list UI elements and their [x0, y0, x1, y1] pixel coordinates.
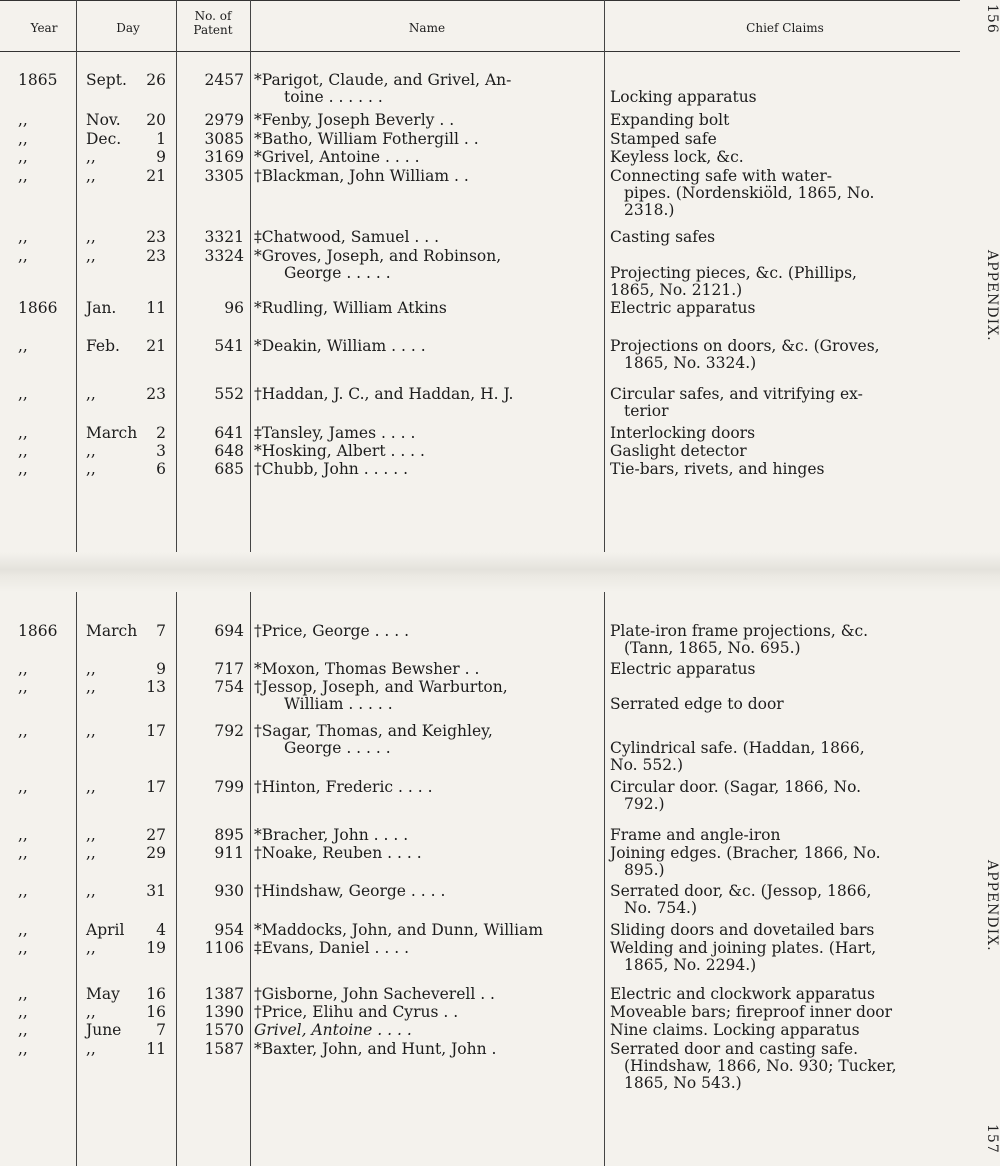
- row-patent-number: 648: [214, 442, 244, 460]
- row-day: [82, 940, 174, 956]
- row-day: [82, 300, 174, 316]
- row-claims-line: No. 754.): [624, 899, 698, 917]
- row-claims-line: Electric apparatus: [610, 299, 756, 317]
- row-day: [82, 248, 174, 264]
- row-day-number: 21: [146, 337, 166, 355]
- row-name-line: *Hosking, Albert . . . .: [254, 442, 425, 460]
- row-claims-line: terior: [624, 402, 669, 420]
- column-divider: [76, 592, 77, 1166]
- row-claims-line: Cylindrical safe. (Haddan, 1866,: [610, 739, 865, 757]
- row-day-number: 23: [146, 385, 166, 403]
- header-name: Name: [408, 21, 446, 35]
- row-year: ,,: [18, 1040, 28, 1058]
- row-day: [82, 461, 174, 477]
- row-month: ,,: [86, 660, 96, 678]
- row-patent-number: 1570: [204, 1021, 244, 1039]
- row-day: [82, 1004, 174, 1020]
- row-patent-number: 96: [224, 299, 244, 317]
- row-patent-number: 2979: [204, 111, 244, 129]
- row-claims-line: 792.): [624, 795, 665, 813]
- row-name-line: †Jessop, Joseph, and Warburton,: [254, 678, 508, 696]
- page-number-top: 156: [984, 4, 1000, 34]
- row-day-number: 31: [146, 882, 166, 900]
- row-claims-line: Expanding bolt: [610, 111, 730, 129]
- row-patent-number: 1387: [204, 985, 244, 1003]
- row-month: ,,: [86, 939, 96, 957]
- row-patent-number: 930: [214, 882, 244, 900]
- row-day: [82, 1022, 174, 1038]
- row-claims-line: Welding and joining plates. (Hart,: [610, 939, 877, 957]
- row-month: May: [86, 985, 120, 1003]
- row-day-number: 16: [146, 985, 166, 1003]
- row-day: [82, 112, 174, 128]
- row-claims-line: Circular safes, and vitrifying ex-: [610, 385, 863, 403]
- row-patent-number: 694: [214, 622, 244, 640]
- page-gap: [0, 552, 1000, 592]
- row-patent-number: 911: [214, 844, 244, 862]
- row-name-line: †Haddan, J. C., and Haddan, H. J.: [254, 385, 514, 403]
- row-day: [82, 723, 174, 739]
- row-day: [82, 986, 174, 1002]
- row-patent-number: 754: [214, 678, 244, 696]
- row-claims-line: Circular door. (Sagar, 1866, No.: [610, 778, 862, 796]
- row-day-number: 21: [146, 167, 166, 185]
- row-year: 1866: [18, 299, 58, 317]
- row-name-line: George . . . . .: [284, 264, 391, 282]
- row-day-number: 11: [146, 1040, 166, 1058]
- top-page: [0, 0, 960, 552]
- row-claims-line: Serrated door and casting safe.: [610, 1040, 859, 1058]
- running-head-top: APPENDIX.: [984, 250, 1000, 342]
- row-day-number: 9: [156, 148, 166, 166]
- bottom-page: [0, 592, 960, 1166]
- row-patent-number: 641: [214, 424, 244, 442]
- row-claims-line: (Hindshaw, 1866, No. 930; Tucker,: [624, 1057, 897, 1075]
- row-name-line: *Bracher, John . . . .: [254, 826, 409, 844]
- row-patent-number: 685: [214, 460, 244, 478]
- row-name-line: *Batho, William Fothergill . .: [254, 130, 479, 148]
- row-day-number: 1: [156, 130, 166, 148]
- row-name-line: ‡Tansley, James . . . .: [254, 424, 416, 442]
- row-claims-line: Tie-bars, rivets, and hinges: [610, 460, 825, 478]
- row-patent-number: 541: [214, 337, 244, 355]
- row-patent-number: 895: [214, 826, 244, 844]
- row-name-line: †Price, Elihu and Cyrus . .: [254, 1003, 459, 1021]
- header-year: Year: [30, 21, 58, 35]
- row-month: ,,: [86, 247, 96, 265]
- row-month: ,,: [86, 882, 96, 900]
- row-year: ,,: [18, 424, 28, 442]
- row-claims-line: Nine claims. Locking apparatus: [610, 1021, 860, 1039]
- row-claims-line: Plate-iron frame projections, &c.: [610, 622, 869, 640]
- row-claims-line: No. 552.): [610, 756, 684, 774]
- row-claims-line: Electric and clockwork apparatus: [610, 985, 875, 1003]
- row-year: ,,: [18, 385, 28, 403]
- row-year: ,,: [18, 722, 28, 740]
- row-patent-number: 3169: [204, 148, 244, 166]
- row-claims-line: Gaslight detector: [610, 442, 747, 460]
- row-name-line: *Baxter, John, and Hunt, John .: [254, 1040, 497, 1058]
- row-patent-number: 552: [214, 385, 244, 403]
- row-name-line: †Price, George . . . .: [254, 622, 410, 640]
- row-month: June: [86, 1021, 122, 1039]
- row-claims-line: Keyless lock, &c.: [610, 148, 744, 166]
- header-day: Day: [116, 21, 140, 35]
- row-claims-line: 1865, No 543.): [624, 1074, 742, 1092]
- row-claims-line: Stamped safe: [610, 130, 717, 148]
- row-patent-number: 3321: [204, 228, 244, 246]
- row-name-line: †Hinton, Frederic . . . .: [254, 778, 433, 796]
- row-day-number: 20: [146, 111, 166, 129]
- row-patent-number: 3324: [204, 247, 244, 265]
- running-head-bottom: APPENDIX.: [984, 860, 1000, 952]
- row-patent-number: 3305: [204, 167, 244, 185]
- row-day-number: 19: [146, 939, 166, 957]
- row-day: [82, 149, 174, 165]
- row-month: ,,: [86, 826, 96, 844]
- row-year: ,,: [18, 844, 28, 862]
- row-day: [82, 1041, 174, 1057]
- row-year: ,,: [18, 247, 28, 265]
- row-patent-number: 3085: [204, 130, 244, 148]
- row-year: ,,: [18, 111, 28, 129]
- row-claims-line: Moveable bars; fireproof inner door: [610, 1003, 893, 1021]
- row-name-line: ‡Chatwood, Samuel . . .: [254, 228, 440, 246]
- row-patent-number: 792: [214, 722, 244, 740]
- row-name-line: †Sagar, Thomas, and Keighley,: [254, 722, 493, 740]
- row-month: ,,: [86, 778, 96, 796]
- header-claims: Chief Claims: [746, 21, 824, 35]
- row-name-line: *Maddocks, John, and Dunn, William: [254, 921, 544, 939]
- row-name-line: †Chubb, John . . . . .: [254, 460, 409, 478]
- row-day-number: 26: [146, 71, 166, 89]
- row-claims-line: Casting safes: [610, 228, 716, 246]
- row-day: [82, 679, 174, 695]
- row-day: [82, 661, 174, 677]
- row-name-line: †Gisborne, John Sacheverell . .: [254, 985, 495, 1003]
- row-year: ,,: [18, 939, 28, 957]
- row-year: ,,: [18, 167, 28, 185]
- row-day: [82, 229, 174, 245]
- row-year: ,,: [18, 660, 28, 678]
- row-day: [82, 845, 174, 861]
- row-day-number: 2: [156, 424, 166, 442]
- row-patent-number: 1390: [204, 1003, 244, 1021]
- row-day: [82, 827, 174, 843]
- row-month: Dec.: [86, 130, 122, 148]
- row-day-number: 17: [146, 778, 166, 796]
- row-claims-line: Serrated door, &c. (Jessop, 1866,: [610, 882, 872, 900]
- row-year: ,,: [18, 130, 28, 148]
- column-divider: [604, 592, 605, 1166]
- row-day-number: 7: [156, 1021, 166, 1039]
- row-year: ,,: [18, 678, 28, 696]
- row-claims-line: Projecting pieces, &c. (Phillips,: [610, 264, 857, 282]
- row-patent-number: 954: [214, 921, 244, 939]
- row-day: [82, 338, 174, 354]
- row-year: ,,: [18, 148, 28, 166]
- row-month: Sept.: [86, 71, 127, 89]
- row-day-number: 11: [146, 299, 166, 317]
- row-name-line: †Blackman, John William . .: [254, 167, 469, 185]
- row-claims-line: 1865, No. 3324.): [624, 354, 757, 372]
- row-day: [82, 72, 174, 88]
- row-claims-line: Projections on doors, &c. (Groves,: [610, 337, 880, 355]
- row-year: ,,: [18, 778, 28, 796]
- row-month: Nov.: [86, 111, 121, 129]
- row-month: ,,: [86, 1040, 96, 1058]
- row-name-line: ‡Evans, Daniel . . . .: [254, 939, 410, 957]
- row-year: ,,: [18, 228, 28, 246]
- row-month: ,,: [86, 442, 96, 460]
- row-day-number: 13: [146, 678, 166, 696]
- page-number-bottom: 157: [984, 1124, 1000, 1154]
- column-divider: [176, 0, 177, 552]
- row-name-line: George . . . . .: [284, 739, 391, 757]
- row-patent-number: 717: [214, 660, 244, 678]
- row-name-line: *Moxon, Thomas Bewsher . .: [254, 660, 480, 678]
- row-month: ,,: [86, 385, 96, 403]
- row-name-line: *Deakin, William . . . .: [254, 337, 426, 355]
- row-claims-line: (Tann, 1865, No. 695.): [624, 639, 801, 657]
- row-day: [82, 386, 174, 402]
- row-claims-line: Sliding doors and dovetailed bars: [610, 921, 875, 939]
- row-month: ,,: [86, 228, 96, 246]
- row-day-number: 27: [146, 826, 166, 844]
- row-day-number: 23: [146, 228, 166, 246]
- row-name-line: William . . . . .: [284, 695, 393, 713]
- row-year: ,,: [18, 1003, 28, 1021]
- row-day: [82, 883, 174, 899]
- row-month: ,,: [86, 678, 96, 696]
- row-claims-line: 895.): [624, 861, 665, 879]
- row-year: 1866: [18, 622, 58, 640]
- row-claims-line: Locking apparatus: [610, 88, 757, 106]
- row-day-number: 16: [146, 1003, 166, 1021]
- row-month: ,,: [86, 167, 96, 185]
- row-claims-line: 1865, No. 2121.): [610, 281, 743, 299]
- row-patent-number: 1106: [204, 939, 244, 957]
- header-patent-line2: Patent: [193, 23, 233, 37]
- row-day-number: 9: [156, 660, 166, 678]
- header-patent-line1: No. of: [194, 9, 232, 23]
- row-year: ,,: [18, 882, 28, 900]
- row-month: ,,: [86, 844, 96, 862]
- column-divider: [250, 0, 251, 552]
- row-day-number: 6: [156, 460, 166, 478]
- header-rule: [0, 51, 960, 52]
- row-year: ,,: [18, 921, 28, 939]
- row-month: ,,: [86, 148, 96, 166]
- row-day: [82, 131, 174, 147]
- row-patent-number: 799: [214, 778, 244, 796]
- row-claims-line: 2318.): [624, 201, 675, 219]
- row-claims-line: Connecting safe with water-: [610, 167, 832, 185]
- row-name-line: Grivel, Antoine . . . .: [254, 1021, 412, 1039]
- row-year: ,,: [18, 460, 28, 478]
- row-day-number: 7: [156, 622, 166, 640]
- row-claims-line: Interlocking doors: [610, 424, 756, 442]
- row-name-line: toine . . . . . .: [284, 88, 383, 106]
- column-divider: [76, 0, 77, 552]
- row-name-line: *Groves, Joseph, and Robinson,: [254, 247, 502, 265]
- row-year: 1865: [18, 71, 58, 89]
- row-day-number: 29: [146, 844, 166, 862]
- row-claims-line: Frame and angle-iron: [610, 826, 781, 844]
- row-year: ,,: [18, 442, 28, 460]
- row-name-line: *Rudling, William Atkins: [254, 299, 447, 317]
- row-day: [82, 623, 174, 639]
- column-divider: [176, 592, 177, 1166]
- row-patent-number: 1587: [204, 1040, 244, 1058]
- row-month: ,,: [86, 460, 96, 478]
- row-year: ,,: [18, 337, 28, 355]
- row-day: [82, 425, 174, 441]
- row-claims-line: Serrated edge to door: [610, 695, 784, 713]
- row-year: ,,: [18, 826, 28, 844]
- row-month: Feb.: [86, 337, 120, 355]
- row-claims-line: Electric apparatus: [610, 660, 756, 678]
- row-patent-number: 2457: [204, 71, 244, 89]
- row-day-number: 4: [156, 921, 166, 939]
- row-day: [82, 922, 174, 938]
- row-claims-line: pipes. (Nordenskiöld, 1865, No.: [624, 184, 875, 202]
- row-year: ,,: [18, 985, 28, 1003]
- row-day-number: 23: [146, 247, 166, 265]
- row-month: ,,: [86, 1003, 96, 1021]
- row-month: March: [86, 424, 138, 442]
- row-month: April: [86, 921, 125, 939]
- row-claims-line: 1865, No. 2294.): [624, 956, 757, 974]
- row-name-line: *Parigot, Claude, and Grivel, An-: [254, 71, 512, 89]
- column-divider: [250, 592, 251, 1166]
- row-name-line: *Grivel, Antoine . . . .: [254, 148, 420, 166]
- table-top-rule: [0, 0, 960, 1]
- row-month: Jan.: [86, 299, 117, 317]
- row-day-number: 3: [156, 442, 166, 460]
- row-day: [82, 168, 174, 184]
- row-day: [82, 779, 174, 795]
- row-year: ,,: [18, 1021, 28, 1039]
- row-claims-line: Joining edges. (Bracher, 1866, No.: [610, 844, 881, 862]
- row-day: [82, 443, 174, 459]
- row-month: March: [86, 622, 138, 640]
- row-month: ,,: [86, 722, 96, 740]
- row-name-line: †Hindshaw, George . . . .: [254, 882, 446, 900]
- row-name-line: †Noake, Reuben . . . .: [254, 844, 422, 862]
- row-name-line: *Fenby, Joseph Beverly . .: [254, 111, 455, 129]
- row-day-number: 17: [146, 722, 166, 740]
